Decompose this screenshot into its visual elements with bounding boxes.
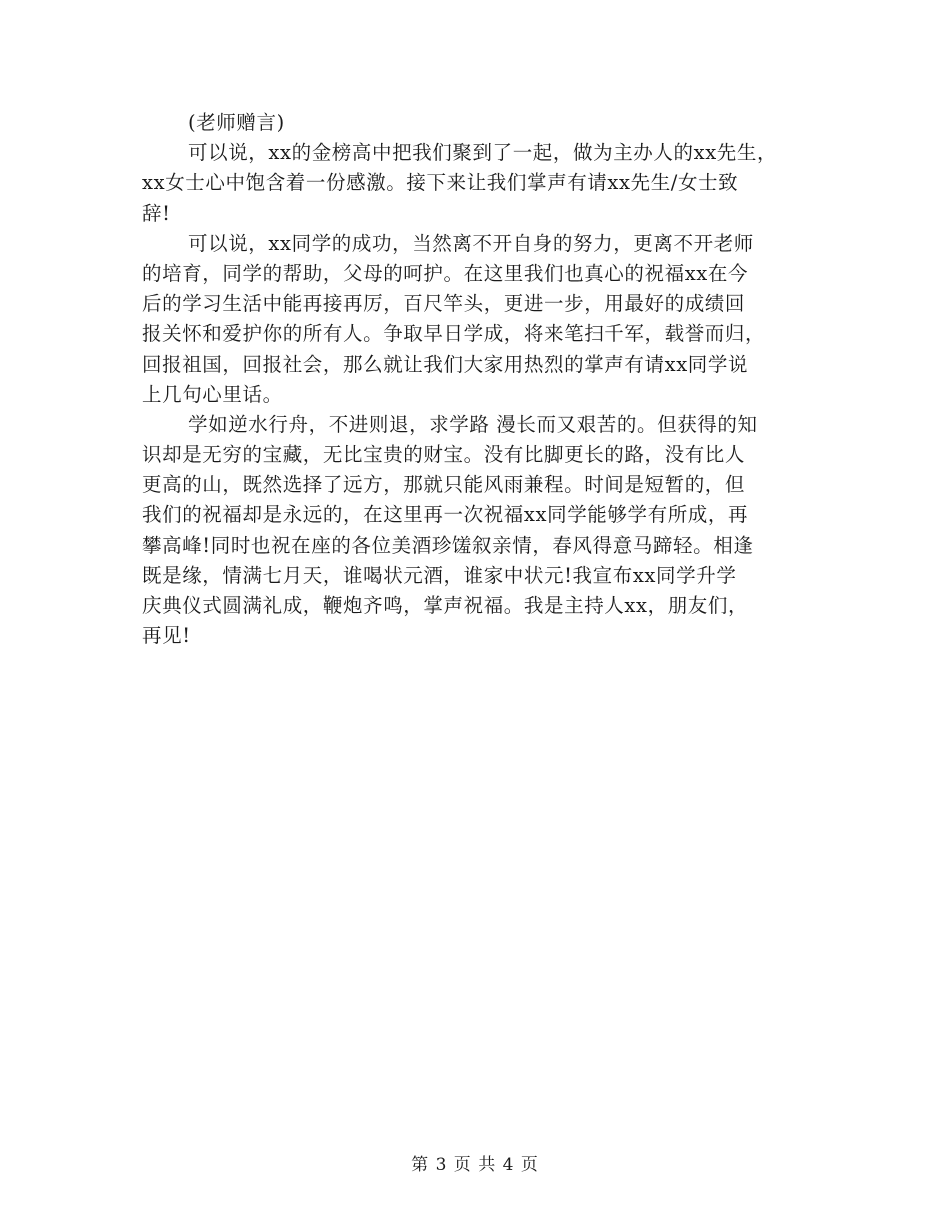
text-line: 回报祖国，回报社会，那么就让我们大家用热烈的掌声有请xx同学说 <box>142 352 749 376</box>
text-line: 既是缘，情满七月天，谁喝状元酒，谁家中状元!我宣布xx同学升学 <box>142 563 737 587</box>
text-line: 攀高峰!同时也祝在座的各位美酒珍馐叙亲情，春风得意马蹄轻。相逢 <box>142 533 754 557</box>
text-line: 辞! <box>142 201 171 225</box>
text-line: xx女士心中饱含着一份感激。接下来让我们掌声有请xx先生/女士致 <box>142 171 739 195</box>
text-line: 再见! <box>142 624 191 648</box>
text-line: 可以说，xx同学的成功，当然离不开自身的努力，更离不开老师 <box>188 231 754 255</box>
text-line: 更高的山，既然选择了远方，那就只能风雨兼程。时间是短暂的，但 <box>142 473 746 497</box>
page-number-footer: 第 3 页 共 4 页 <box>411 1155 539 1175</box>
document-body <box>142 108 810 651</box>
text-line: 学如逆水行舟，不进则退，求学路 漫长而又艰苦的。但获得的知 <box>188 412 758 436</box>
text-line: (老师赠言) <box>188 111 285 134</box>
text-line: 可以说，xx的金榜高中把我们聚到了一起，做为主办人的xx先生， <box>188 141 778 165</box>
text-line: 识却是无穷的宝藏，无比宝贵的财宝。没有比脚更长的路，没有比人 <box>142 443 746 467</box>
text-line: 的培育，同学的帮助，父母的呵护。在这里我们也真心的祝福xx在今 <box>142 261 749 285</box>
text-line: 我们的祝福却是永远的，在这里再一次祝福xx同学能够学有所成，再 <box>142 503 749 527</box>
text-line: 上几句心里话。 <box>142 382 283 406</box>
text-line: 庆典仪式圆满礼成，鞭炮齐鸣，掌声祝福。我是主持人xx，朋友们， <box>142 594 749 617</box>
text-line: 后的学习生活中能再接再厉，百尺竿头，更进一步，用最好的成绩回 <box>142 292 746 316</box>
text-line: 报关怀和爱护你的所有人。争取早日学成，将来笔扫千军，载誉而归， <box>142 322 766 346</box>
